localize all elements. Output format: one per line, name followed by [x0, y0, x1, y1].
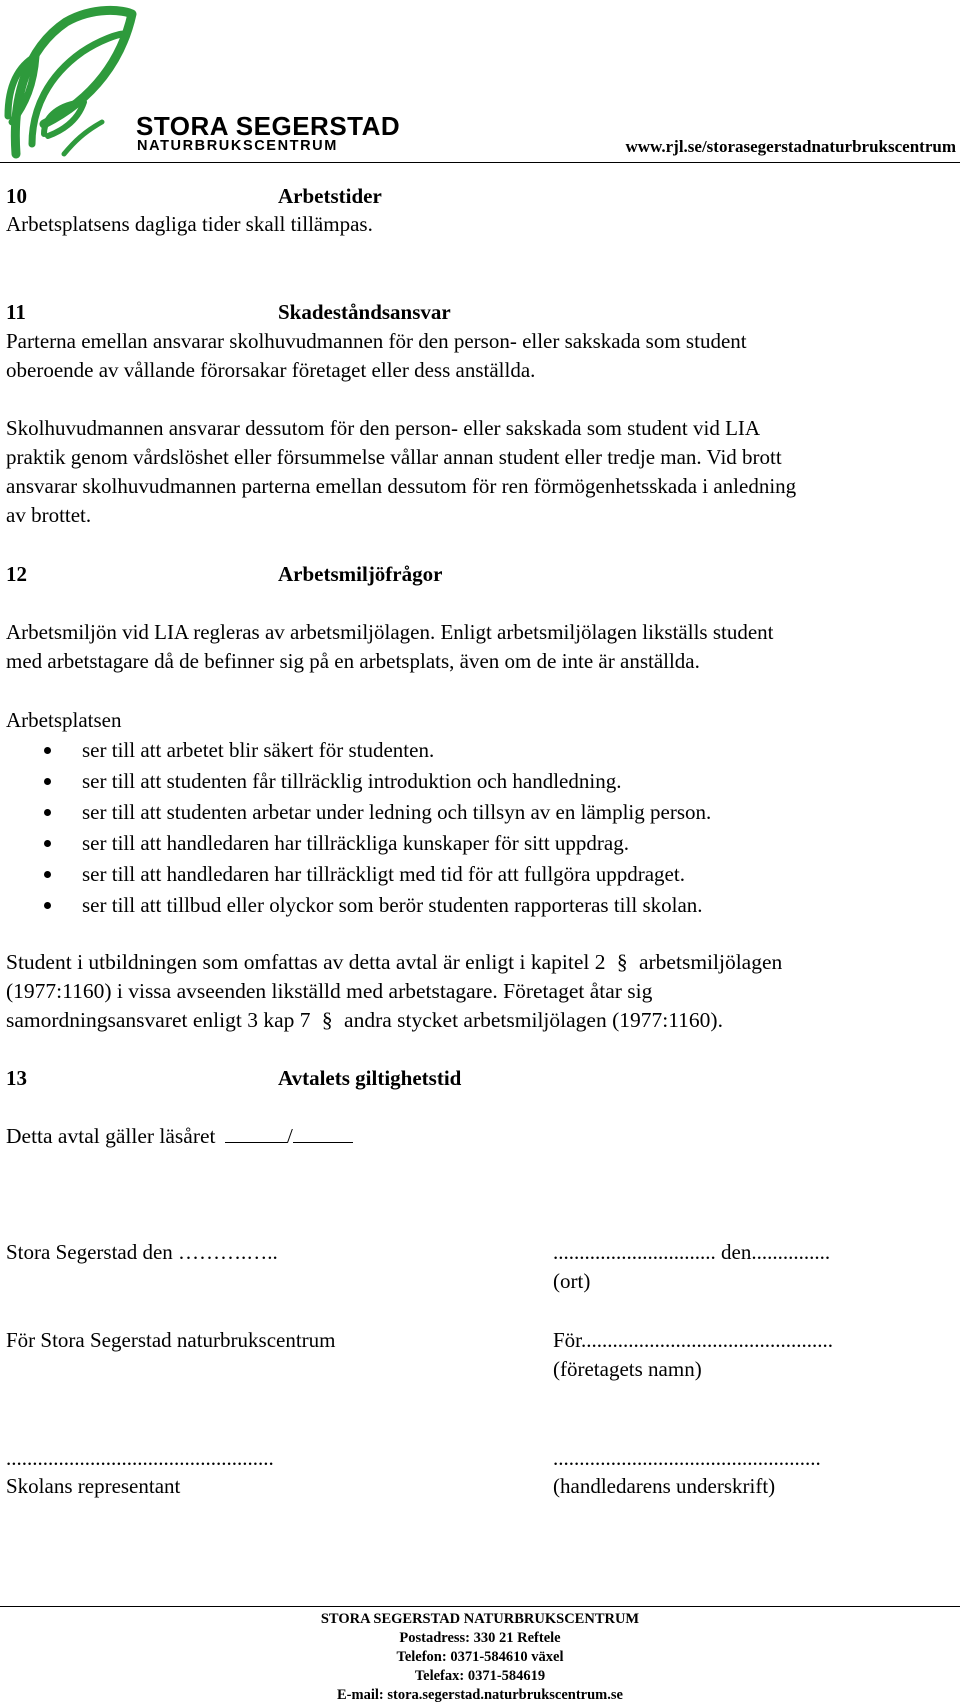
section-13-number: 13	[6, 1066, 27, 1090]
section-11-title: Skadeståndsansvar	[278, 300, 451, 324]
list-item-text: ser till att handledaren har tillräckligt med tid för att fullgöra uppdraget.	[82, 862, 685, 886]
list-item	[40, 735, 711, 766]
signature-role-right: (handledarens underskrift)	[553, 1474, 776, 1498]
section-11-text-line: Skolhuvudmannen ansvarar dessutom för den person- eller sakskada som student vid LIA	[6, 416, 761, 440]
section-10-text: Arbetsplatsens dagliga tider skall tillämpas.	[6, 212, 373, 236]
organization-logo	[4, 4, 144, 159]
section-10-title: Arbetstider	[278, 184, 382, 208]
bullet-icon	[44, 902, 51, 909]
signature-place-right: ............................... den...............	[553, 1240, 831, 1264]
bullet-icon	[44, 871, 51, 878]
section-11-text-line: ansvarar skolhuvudmannen parterna emellan dessutom för ren förmögenhetsskada i anledning	[6, 474, 797, 498]
signature-line-left: ...................................................	[6, 1446, 274, 1470]
header-rule	[0, 162, 960, 163]
list-item	[40, 828, 711, 859]
logo-wordmark: STORA SEGERSTAD	[136, 111, 401, 141]
list-item	[40, 890, 711, 921]
bullet-icon	[44, 840, 51, 847]
section-12-text-line: med arbetstagare då de befinner sig på en arbetsplats, även om de inte är anställda.	[6, 649, 700, 673]
signature-org-note: (företagets namn)	[553, 1357, 702, 1381]
bullet-icon	[44, 747, 51, 754]
section-11-text-line: oberoende av vållande förorsakar företaget eller dess anställda.	[6, 358, 536, 382]
bullet-icon	[44, 809, 51, 816]
footer-phone: Telefon: 0371-584610 växel	[396, 1649, 564, 1665]
section-11-text-line: av brottet.	[6, 503, 92, 527]
validity-line	[6, 1122, 353, 1150]
footer-rule	[0, 1606, 960, 1607]
validity-text: Detta avtal gäller läsåret	[6, 1124, 216, 1148]
school-year-start-blank[interactable]	[225, 1124, 287, 1143]
school-year-end-blank[interactable]	[293, 1124, 353, 1143]
section-12-lead: Arbetsplatsen	[6, 708, 122, 732]
footer-email: E-mail: stora.segerstad.naturbrukscentrum.se	[337, 1687, 623, 1703]
section-12-law-line: (1977:1160) i vissa avseenden likställd med arbetstagare. Företaget åtar sig	[6, 979, 653, 1003]
list-item-text: ser till att handledaren har tillräckliga kunskaper för sitt uppdrag.	[82, 831, 629, 855]
list-item-text: ser till att studenten får tillräcklig introduktion och handledning.	[82, 769, 622, 793]
section-12-text-line: Arbetsmiljön vid LIA regleras av arbetsmiljölagen. Enligt arbetsmiljölagen likställs student	[6, 620, 774, 644]
footer-fax: Telefax: 0371-584619	[414, 1668, 546, 1684]
list-item	[40, 797, 711, 828]
signature-org-left: För Stora Segerstad naturbrukscentrum	[6, 1328, 336, 1352]
section-12-law-line	[6, 1006, 723, 1034]
list-item-text: ser till att arbetet blir säkert för studenten.	[82, 738, 435, 762]
section-12-number: 12	[6, 562, 27, 586]
signature-place-note: (ort)	[553, 1269, 591, 1293]
footer-org: STORA SEGERSTAD NATURBRUKSCENTRUM	[320, 1611, 640, 1627]
section-10-number: 10	[6, 184, 27, 208]
law-text: samordningsansvaret enligt 3 kap 7	[6, 1008, 311, 1032]
law-text: arbetsmiljölagen	[638, 950, 783, 974]
logo-subtitle: NATURBRUKSCENTRUM	[137, 138, 338, 154]
section-11-number: 11	[6, 300, 26, 324]
section-11-text-line: praktik genom vårdslöshet eller försummelse vållar annan student eller tredje man. Vid brott	[6, 445, 782, 469]
signature-org-right: För................................................	[553, 1328, 834, 1352]
list-item	[40, 859, 711, 890]
list-item-text: ser till att studenten arbetar under ledning och tillsyn av en lämplig person.	[82, 800, 712, 824]
signature-role-left: Skolans representant	[6, 1474, 181, 1498]
section-11-text-line: Parterna emellan ansvarar skolhuvudmannen för den person- eller sakskada som student	[6, 329, 747, 353]
list-item	[40, 766, 711, 797]
section-12-title: Arbetsmiljöfrågor	[278, 562, 443, 586]
list-item-text: ser till att tillbud eller olyckor som berör studenten rapporteras till skolan.	[82, 893, 703, 917]
responsibility-list	[40, 735, 711, 921]
law-text: andra stycket arbetsmiljölagen (1977:1160).	[344, 1008, 723, 1032]
section-sign: §	[616, 950, 628, 974]
signature-place-left: Stora Segerstad den ……….…..	[6, 1240, 278, 1264]
law-text: Student i utbildningen som omfattas av detta avtal är enligt i kapitel 2	[6, 950, 606, 974]
footer-address: Postadress: 330 21 Reftele	[399, 1630, 561, 1646]
section-sign: §	[321, 1008, 333, 1032]
school-year-slash: /	[286, 1124, 293, 1148]
section-13-title: Avtalets giltighetstid	[278, 1066, 462, 1090]
section-12-law-line	[6, 948, 782, 976]
signature-line-right: ...................................................	[553, 1446, 821, 1470]
bullet-icon	[44, 778, 51, 785]
header-url: www.rjl.se/storasegerstadnaturbrukscentrum	[625, 137, 956, 156]
